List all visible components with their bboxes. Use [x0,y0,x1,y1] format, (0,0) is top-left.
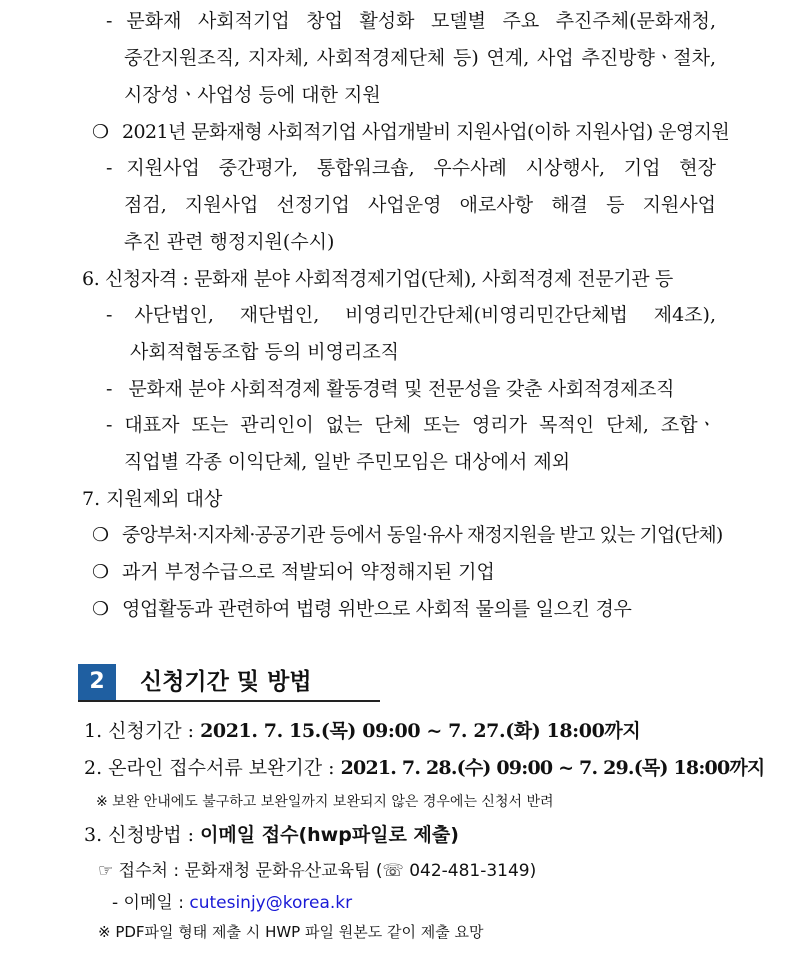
application-method: 3. 신청방법 : 이메일 접수(hwp파일로 제출) [84,824,459,846]
section-title: 신청기간 및 방법 [140,669,312,695]
eligibility-item1-line2: 사회적협동조합 등의 비영리조직 [130,341,400,363]
circle-bullet-icon: ❍ [92,561,110,583]
intro-item3-line1: - 지원사업 중간평가, 통합워크숍, 우수사례 시상행사, 기업 현장 [106,157,716,179]
eligibility-item1-line1: - 사단법인, 재단법인, 비영리민간단체(비영리민간단체법 제4조), [106,304,716,326]
eligibility-heading: 6. 신청자격 : 문화재 분야 사회적경제기업(단체), 사회적경제 전문기관 등 [82,268,673,290]
eligibility-item2: - 문화재 분야 사회적경제 활동경력 및 전문성을 갖춘 사회적경제조직 [106,378,675,400]
dash-marker: - [106,157,113,179]
eligibility-item3-line2: 직업별 각종 이익단체, 일반 주민모임은 대상에서 제외 [124,451,571,473]
exclusion-item3: ❍ 영업활동과 관련하여 법령 위반으로 사회적 물의를 일으킨 경우 [92,598,632,620]
intro-item3-line3: 추진 관련 행정지원(수시) [124,231,335,253]
exclusion-item1: ❍ 중앙부처·지자체·공공기관 등에서 동일·유사 재정지원을 받고 있는 기업(단체) [92,524,723,546]
circle-bullet-icon: ❍ [92,121,110,143]
contact-info: ☞ 접수처 : 문화재청 문화유산교육팀 (☏ 042-481-3149) [98,861,537,881]
intro-item1-line3: 시장성ㆍ사업성 등에 대한 지원 [124,84,381,106]
exclusion-item2: ❍ 과거 부정수급으로 적발되어 약정해지된 기업 [92,561,495,583]
dash-marker: - [106,414,113,436]
dash-marker: - [106,304,113,326]
supplement-note: ※ 보완 안내에도 불구하고 보완일까지 보완되지 않은 경우에는 신청서 반려 [96,794,554,810]
circle-bullet-icon: ❍ [92,524,110,546]
intro-item1-line2: 중간지원조직, 지자체, 사회적경제단체 등) 연계, 사업 추진방향ㆍ절차, [124,47,716,69]
email-line: - 이메일 : cutesinjy@korea.kr [112,893,353,913]
intro-item3-line2: 점검, 지원사업 선정기업 사업운영 애로사항 해결 등 지원사업 [124,194,716,216]
pdf-note: ※ PDF파일 형태 제출 시 HWP 파일 원본도 같이 제출 요망 [98,923,484,941]
email-link[interactable]: cutesinjy@korea.kr [189,893,353,913]
section-number-badge: 2 [78,664,116,700]
dash-marker: - [106,10,113,32]
circle-bullet-icon: ❍ [92,598,110,620]
dash-marker: - [106,378,113,400]
eligibility-item3-line1: - 대표자 또는 관리인이 없는 단체 또는 영리가 목적인 단체, 조합ㆍ [106,414,716,436]
application-period: 1. 신청기간 : 2021. 7. 15.(목) 09:00 ~ 7. 27.(화) 18:00까지 [84,720,641,742]
intro-item1-line1: - 문화재 사회적기업 창업 활성화 모델별 주요 추진주체(문화재청, [106,10,716,32]
section-divider [78,700,380,702]
exclusion-heading: 7. 지원제외 대상 [82,488,223,510]
intro-item2: ❍ 2021년 문화재형 사회적기업 사업개발비 지원사업(이하 지원사업) 운영지원 [92,121,730,143]
supplement-period: 2. 온라인 접수서류 보완기간 : 2021. 7. 28.(수) 09:00 ~ 7. 29.(목) 18:00까지 [84,757,765,779]
